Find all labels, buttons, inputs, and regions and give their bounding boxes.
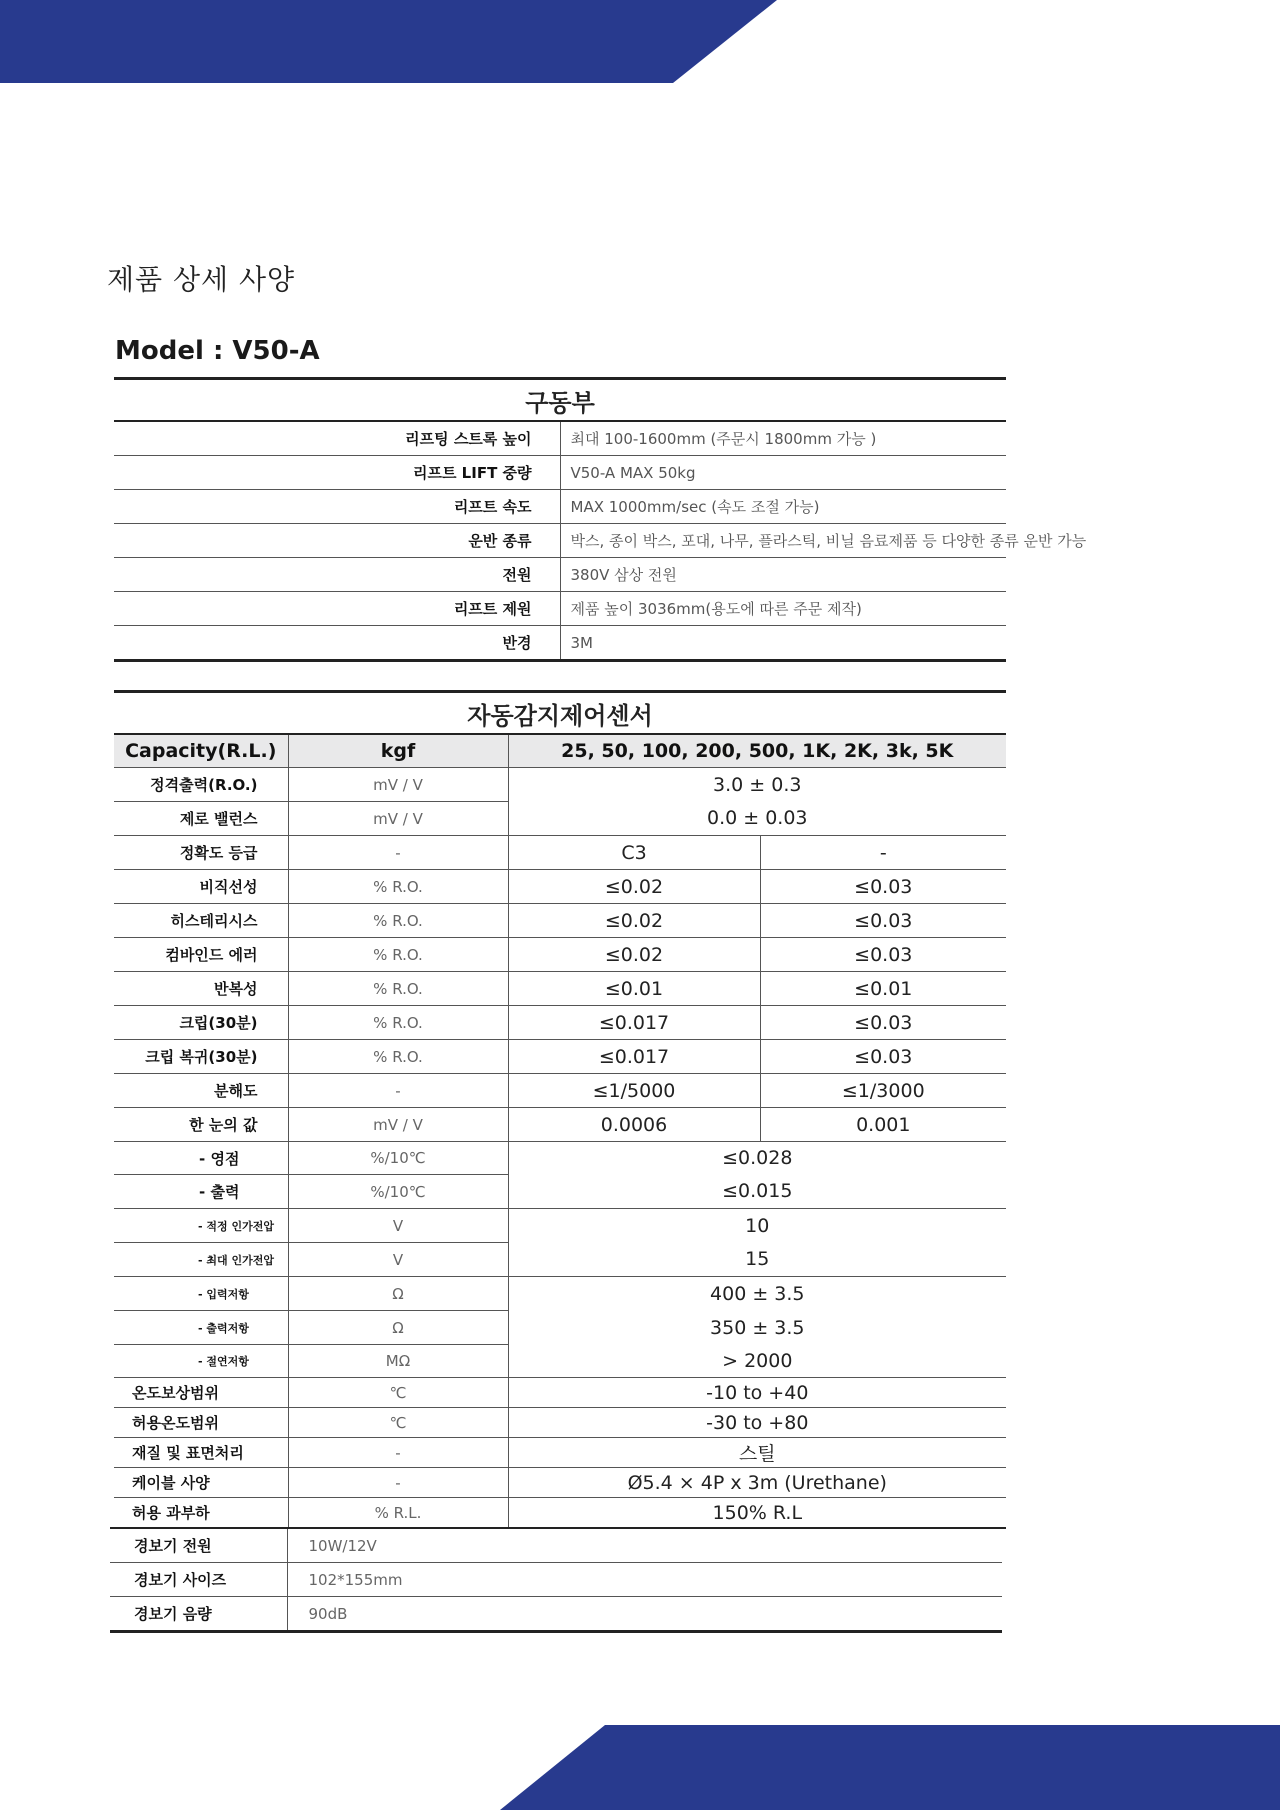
table-row bbox=[114, 592, 1006, 626]
table-row bbox=[114, 1006, 1006, 1040]
row-value: MAX 1000mm/sec (속도 조절 가능) bbox=[560, 490, 1006, 524]
row-value-a: ≤1/5000 bbox=[508, 1074, 760, 1108]
row-unit: ℃ bbox=[288, 1378, 508, 1408]
row-label: 제로 밸런스 bbox=[114, 802, 288, 836]
row-unit: % R.O. bbox=[288, 904, 508, 938]
row-value-a: ≤0.02 bbox=[508, 938, 760, 972]
row-unit: V bbox=[288, 1243, 508, 1277]
row-label: - 절연저항 bbox=[114, 1345, 288, 1378]
row-value: 제품 높이 3036mm(용도에 따른 주문 제작) bbox=[560, 592, 1006, 626]
row-unit: % R.O. bbox=[288, 1040, 508, 1074]
drive-spec-table bbox=[114, 377, 1087, 662]
table-row bbox=[110, 1563, 1002, 1597]
row-unit: - bbox=[288, 1468, 508, 1498]
row-label: 리프트 LIFT 중량 bbox=[114, 456, 560, 490]
row-unit: MΩ bbox=[288, 1345, 508, 1378]
row-label: 리프트 속도 bbox=[114, 490, 560, 524]
row-value: 박스, 종이 박스, 포대, 나무, 플라스틱, 비닐 음료제품 등 다양한 종류 운반 가능 bbox=[560, 524, 1006, 558]
row-label: 허용온도범위 bbox=[114, 1408, 288, 1438]
row-value: > 2000 bbox=[508, 1345, 1006, 1378]
drive-table-title: 구동부 bbox=[114, 379, 1006, 422]
row-label: 재질 및 표면처리 bbox=[114, 1438, 288, 1468]
row-value-b: ≤0.01 bbox=[760, 972, 1006, 1006]
table-row bbox=[114, 1378, 1006, 1408]
row-value: 90dB bbox=[308, 1604, 348, 1623]
row-value-a: ≤0.017 bbox=[508, 1006, 760, 1040]
row-value: 380V 삼상 전원 bbox=[560, 558, 1006, 592]
row-label: 경보기 음량 bbox=[110, 1597, 287, 1632]
row-unit: - bbox=[288, 1438, 508, 1468]
row-label: 리프팅 스트록 높이 bbox=[114, 421, 560, 456]
table-row bbox=[114, 1345, 1006, 1378]
sensor-spec-table bbox=[114, 690, 1006, 1529]
row-label: 온도보상범위 bbox=[114, 1378, 288, 1408]
row-label: 반복성 bbox=[114, 972, 288, 1006]
table-row bbox=[114, 490, 1006, 524]
row-unit: % R.L. bbox=[288, 1498, 508, 1529]
row-value: 3.0 ± 0.3 bbox=[713, 773, 802, 796]
row-label: 크립(30분) bbox=[114, 1006, 288, 1040]
row-value: 150% R.L bbox=[508, 1498, 1006, 1529]
table-row bbox=[114, 768, 1006, 802]
row-label: 크립 복귀(30분) bbox=[114, 1040, 288, 1074]
row-value-a: 0.0006 bbox=[508, 1108, 760, 1142]
table-row bbox=[114, 1408, 1006, 1438]
row-value: ≤0.015 bbox=[508, 1175, 1006, 1209]
table-row bbox=[114, 938, 1006, 972]
row-value: 최대 100-1600mm (주문시 1800mm 가능 ) bbox=[560, 421, 1006, 456]
row-unit: Ω bbox=[288, 1311, 508, 1345]
row-label: 경보기 사이즈 bbox=[110, 1563, 287, 1597]
table-row bbox=[110, 1528, 1002, 1563]
row-unit: %/10℃ bbox=[288, 1175, 508, 1209]
table-row bbox=[114, 1311, 1006, 1345]
row-value-a: C3 bbox=[508, 836, 760, 870]
row-value: 3M bbox=[570, 633, 593, 652]
row-label: 히스테리시스 bbox=[114, 904, 288, 938]
table-row bbox=[114, 1108, 1006, 1142]
top-banner bbox=[0, 0, 780, 84]
capacity-row bbox=[114, 734, 1006, 768]
table-row bbox=[114, 626, 1006, 661]
row-label: 케이블 사양 bbox=[114, 1468, 288, 1498]
table-row bbox=[114, 1209, 1006, 1243]
row-value: -30 to +80 bbox=[508, 1408, 1006, 1438]
capacity-label: Capacity(R.L.) bbox=[114, 734, 288, 768]
row-value: 10W/12V bbox=[287, 1528, 1002, 1563]
row-label: - 입력저항 bbox=[114, 1277, 288, 1311]
table-row bbox=[114, 1074, 1006, 1108]
row-label: 허용 과부하 bbox=[114, 1498, 288, 1529]
table-row bbox=[114, 456, 1006, 490]
capacity-unit: kgf bbox=[288, 734, 508, 768]
row-value: 스틸 bbox=[508, 1438, 1006, 1468]
row-unit: - bbox=[288, 1074, 508, 1108]
row-label: 비직선성 bbox=[114, 870, 288, 904]
row-value: 10 bbox=[745, 1214, 770, 1237]
table-row bbox=[114, 802, 1006, 836]
table-row bbox=[110, 1597, 1002, 1632]
row-value-b: ≤0.03 bbox=[760, 870, 1006, 904]
row-value: 0.0 ± 0.03 bbox=[508, 802, 1006, 836]
row-unit: V bbox=[288, 1209, 508, 1243]
row-value: ≤0.028 bbox=[722, 1147, 793, 1170]
table-row bbox=[114, 1277, 1006, 1311]
table-row bbox=[114, 1498, 1006, 1529]
table-row bbox=[114, 1040, 1006, 1074]
row-label: 컴바인드 에러 bbox=[114, 938, 288, 972]
row-label: - 영점 bbox=[114, 1142, 288, 1175]
table-row bbox=[114, 1142, 1006, 1175]
section-title: 제품 상세 사양 bbox=[107, 263, 296, 296]
row-label: - 출력 bbox=[114, 1175, 288, 1209]
row-unit: mV / V bbox=[288, 1108, 508, 1142]
table-row bbox=[114, 870, 1006, 904]
row-value-b: ≤0.03 bbox=[760, 938, 1006, 972]
sensor-table-title: 자동감지제어센서 bbox=[114, 692, 1006, 735]
row-label: 운반 종류 bbox=[114, 524, 560, 558]
row-label: - 최대 인가전압 bbox=[114, 1243, 288, 1277]
table-row bbox=[114, 1175, 1006, 1209]
row-unit: - bbox=[288, 836, 508, 870]
row-value-b: ≤1/3000 bbox=[760, 1074, 1006, 1108]
row-label: 정확도 등급 bbox=[114, 836, 288, 870]
row-unit: Ω bbox=[288, 1277, 508, 1311]
row-value-b: - bbox=[760, 836, 1006, 870]
row-value-a: ≤0.02 bbox=[508, 870, 760, 904]
row-value: -10 to +40 bbox=[508, 1378, 1006, 1408]
row-unit: ℃ bbox=[288, 1408, 508, 1438]
table-row bbox=[114, 421, 1006, 456]
table-row bbox=[114, 558, 1006, 592]
row-value: Ø5.4 × 4P x 3m (Urethane) bbox=[508, 1468, 1006, 1498]
row-value-b: ≤0.03 bbox=[760, 1040, 1006, 1074]
table-row bbox=[114, 836, 1006, 870]
row-value-b: 0.001 bbox=[760, 1108, 1006, 1142]
table-row bbox=[114, 524, 1006, 558]
row-value: 15 bbox=[508, 1243, 1006, 1277]
row-unit: % R.O. bbox=[288, 972, 508, 1006]
row-unit: % R.O. bbox=[288, 870, 508, 904]
row-label: 경보기 전원 bbox=[110, 1528, 287, 1563]
bottom-banner bbox=[0, 1725, 1280, 1810]
capacity-values: 25, 50, 100, 200, 500, 1K, 2K, 3k, 5K bbox=[508, 734, 1006, 768]
alarm-spec-table bbox=[110, 1527, 1002, 1633]
row-unit: mV / V bbox=[288, 768, 508, 802]
table-row bbox=[114, 1243, 1006, 1277]
row-label: 전원 bbox=[114, 558, 560, 592]
row-value-b: ≤0.03 bbox=[760, 1006, 1006, 1040]
table-row bbox=[114, 904, 1006, 938]
row-value-a: ≤0.01 bbox=[508, 972, 760, 1006]
row-value: 350 ± 3.5 bbox=[710, 1316, 805, 1339]
row-unit: mV / V bbox=[288, 802, 508, 836]
row-unit: % R.O. bbox=[288, 1006, 508, 1040]
table-row bbox=[114, 1438, 1006, 1468]
table-row bbox=[114, 972, 1006, 1006]
row-value-a: ≤0.02 bbox=[508, 904, 760, 938]
row-unit: % R.O. bbox=[288, 938, 508, 972]
row-value: 102*155mm bbox=[287, 1563, 1002, 1597]
row-value-a: ≤0.017 bbox=[508, 1040, 760, 1074]
row-label: 리프트 제원 bbox=[114, 592, 560, 626]
row-label: 반경 bbox=[114, 626, 560, 661]
row-value: 400 ± 3.5 bbox=[710, 1282, 805, 1305]
row-value: V50-A MAX 50kg bbox=[560, 456, 1006, 490]
row-label: - 출력저항 bbox=[114, 1311, 288, 1345]
row-label: 분해도 bbox=[114, 1074, 288, 1108]
table-row bbox=[114, 1468, 1006, 1498]
model-title: Model : V50-A bbox=[115, 336, 320, 366]
row-unit: %/10℃ bbox=[288, 1142, 508, 1175]
row-label: 한 눈의 값 bbox=[114, 1108, 288, 1142]
row-value-b: ≤0.03 bbox=[760, 904, 1006, 938]
row-label: 정격출력(R.O.) bbox=[114, 768, 288, 802]
row-label: - 적정 인가전압 bbox=[114, 1209, 288, 1243]
